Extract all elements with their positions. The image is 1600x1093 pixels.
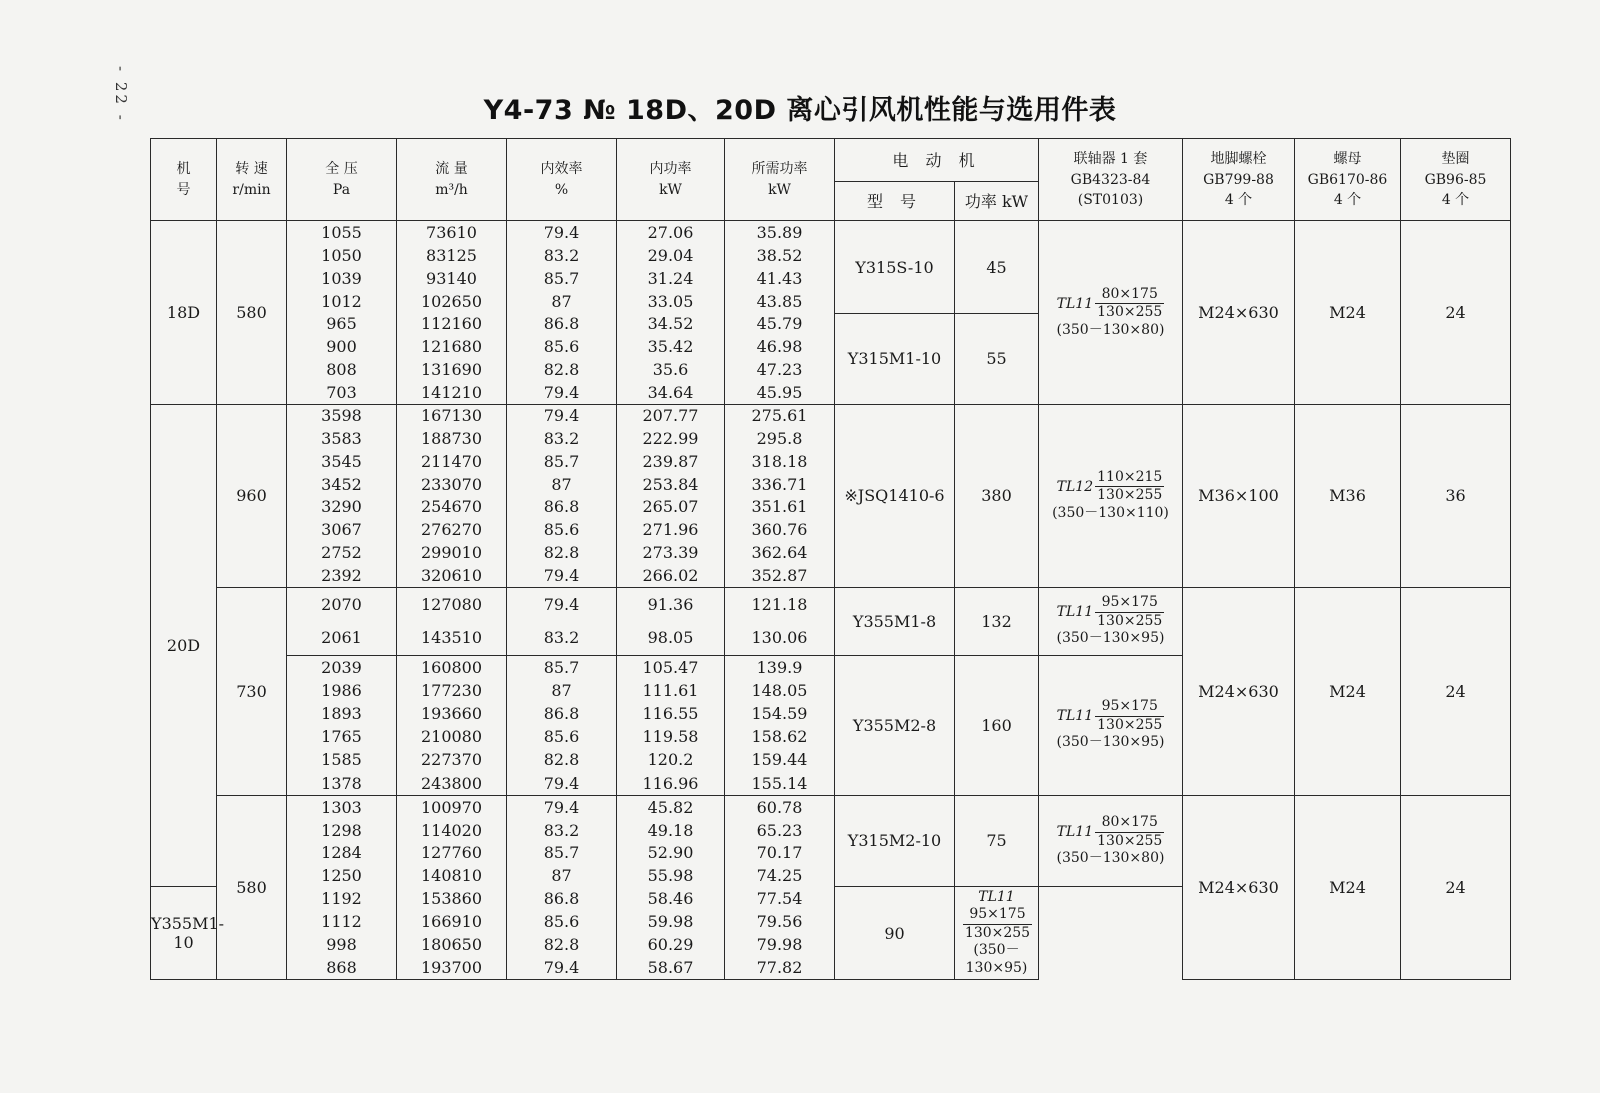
cell-value: 900	[326, 337, 357, 357]
motor-model-cell: Y355M1-10	[151, 887, 217, 980]
cell-value: 227370	[420, 750, 483, 770]
coupling-fraction	[1095, 286, 1164, 322]
motor-power-cell: 90	[835, 887, 955, 980]
cell-value: 177230	[420, 680, 483, 700]
cell-value: 82.8	[543, 750, 580, 770]
cell-value: 116.96	[642, 773, 699, 793]
cell-value: 116.55	[642, 704, 699, 724]
cell-value: 65.23	[756, 820, 803, 840]
power-cell	[617, 655, 725, 795]
coupling-fraction	[1095, 469, 1164, 505]
cell-value: 85.6	[543, 337, 580, 357]
cell-value: 87	[551, 866, 572, 886]
power-cell	[617, 404, 725, 587]
nut-cell: M36	[1295, 404, 1401, 587]
coupling-cell	[955, 887, 1039, 980]
cell-value: 100970	[420, 797, 483, 817]
cell-value: 141210	[420, 382, 483, 402]
pressure-cell	[287, 404, 397, 587]
cell-value: 1039	[321, 268, 362, 288]
cell-value: 79.4	[543, 406, 580, 426]
cell-value: 87	[551, 291, 572, 311]
cell-value: 1112	[321, 912, 362, 932]
flow-cell	[397, 404, 507, 587]
cell-value: 34.64	[647, 382, 694, 402]
required-power-cell	[725, 404, 835, 587]
cell-value: 352.87	[751, 565, 808, 585]
coupling-denominator: 130×255	[1097, 832, 1163, 849]
cell-value: 360.76	[751, 520, 808, 540]
table-row	[151, 795, 1511, 887]
cell-value: 2070	[321, 595, 362, 614]
cell-value: 127080	[420, 595, 483, 614]
cell-value: 155.14	[751, 773, 808, 793]
speed-cell: 960	[217, 404, 287, 587]
coupling-type: TL11	[978, 888, 1015, 905]
cell-value: 47.23	[756, 359, 803, 379]
cell-value: 87	[551, 474, 572, 494]
cell-value: 83.2	[543, 628, 580, 648]
cell-value: 73610	[426, 223, 477, 243]
header-pressure: 全 压 Pa	[287, 139, 397, 221]
coupling-type: TL12	[1056, 478, 1094, 495]
coupling-note: (350－130×95)	[965, 942, 1028, 976]
cell-value: 98.05	[647, 628, 694, 648]
washer-cell: 24	[1401, 587, 1511, 795]
cell-value: 52.90	[647, 843, 694, 863]
machine-cell: 18D	[151, 221, 217, 404]
cell-value: 79.98	[756, 935, 803, 955]
cell-value: 2039	[321, 657, 362, 677]
cell-value: 79.56	[756, 912, 803, 932]
washer-cell: 36	[1401, 404, 1511, 587]
motor-model-cell: Y315M2-10	[835, 795, 955, 887]
cell-value: 222.99	[642, 429, 699, 449]
bolt-cell: M36×100	[1183, 404, 1295, 587]
flow-cell	[397, 221, 507, 404]
cell-value: 49.18	[647, 820, 694, 840]
cell-value: 2752	[321, 543, 362, 563]
cell-value: 29.04	[647, 245, 694, 265]
cell-value: 1284	[321, 843, 362, 863]
flow-cell	[397, 655, 507, 795]
cell-value: 703	[326, 382, 357, 402]
cell-value: 271.96	[642, 520, 699, 540]
cell-value: 46.98	[756, 337, 803, 357]
cell-value: 127760	[420, 843, 483, 863]
cell-value: 87	[551, 680, 572, 700]
cell-value: 275.61	[751, 406, 808, 426]
coupling-denominator: 130×255	[964, 924, 1031, 941]
cell-value: 1986	[321, 680, 362, 700]
efficiency-cell	[507, 221, 617, 404]
cell-value: 188730	[420, 429, 483, 449]
cell-value: 148.05	[751, 680, 808, 700]
coupling-type: TL11	[1056, 604, 1094, 621]
cell-value: 35.42	[647, 337, 694, 357]
bolt-cell: M24×630	[1183, 795, 1295, 979]
cell-value: 86.8	[543, 889, 580, 909]
cell-value: 60.78	[756, 797, 803, 817]
coupling-note: (350－130×80)	[1056, 321, 1165, 338]
cell-value: 45.79	[756, 314, 803, 334]
cell-value: 273.39	[642, 543, 699, 563]
cell-value: 166910	[420, 912, 483, 932]
motor-model-cell: Y355M2-8	[835, 655, 955, 795]
bolt-cell: M24×630	[1183, 587, 1295, 795]
cell-value: 93140	[426, 268, 477, 288]
cell-value: 85.6	[543, 520, 580, 540]
speed-cell: 730	[217, 587, 287, 795]
cell-value: 83125	[426, 245, 477, 265]
cell-value: 1585	[321, 750, 362, 770]
cell-value: 105.47	[642, 657, 699, 677]
cell-value: 79.4	[543, 797, 580, 817]
motor-power-cell: 380	[955, 404, 1039, 587]
coupling-fraction	[1095, 698, 1164, 734]
cell-value: 91.36	[647, 595, 694, 614]
cell-value: 3452	[321, 474, 362, 494]
motor-model-cell: Y315S-10	[835, 221, 955, 314]
cell-value: 254670	[420, 497, 483, 517]
cell-value: 193700	[420, 957, 483, 977]
cell-value: 35.6	[652, 359, 689, 379]
cell-value: 82.8	[543, 543, 580, 563]
efficiency-cell	[507, 404, 617, 587]
cell-value: 1012	[321, 291, 362, 311]
coupling-type: TL11	[1056, 824, 1094, 841]
cell-value: 79.4	[543, 773, 580, 793]
cell-value: 85.7	[543, 657, 580, 677]
table-row	[151, 221, 1511, 314]
cell-value: 60.29	[647, 935, 694, 955]
coupling-denominator: 130×255	[1097, 612, 1163, 629]
cell-value: 85.7	[543, 451, 580, 471]
header-motor-model: 型 号	[835, 182, 955, 221]
coupling-numerator: 80×175	[1095, 814, 1164, 833]
motor-power-cell: 75	[955, 795, 1039, 887]
cell-value: 336.71	[751, 474, 808, 494]
pressure-cell	[287, 795, 397, 979]
header-coupling: 联轴器 1 套 GB4323-84 (ST0103)	[1039, 139, 1183, 221]
cell-value: 79.4	[543, 957, 580, 977]
power-cell	[617, 587, 725, 655]
header-row	[151, 139, 1511, 182]
header-flow: 流 量 m³/h	[397, 139, 507, 221]
cell-value: 808	[326, 359, 357, 379]
cell-value: 86.8	[543, 314, 580, 334]
cell-value: 121.18	[751, 595, 808, 614]
cell-value: 320610	[420, 565, 483, 585]
cell-value: 121680	[420, 337, 483, 357]
cell-value: 362.64	[751, 543, 808, 563]
motor-power-cell: 132	[955, 587, 1039, 655]
header-anchor-bolt: 地脚螺栓 GB799-88 4 个	[1183, 139, 1295, 221]
header-motor: 电 动 机	[835, 139, 1039, 182]
cell-value: 77.54	[756, 889, 803, 909]
cell-value: 1303	[321, 797, 362, 817]
cell-value: 86.8	[543, 704, 580, 724]
cell-value: 3290	[321, 497, 362, 517]
pressure-cell	[287, 587, 397, 655]
required-power-cell	[725, 221, 835, 404]
flow-cell	[397, 587, 507, 655]
required-power-cell	[725, 587, 835, 655]
coupling-note: (350－130×95)	[1056, 734, 1165, 751]
cell-value: 159.44	[751, 750, 808, 770]
cell-value: 114020	[420, 820, 483, 840]
cell-value: 1250	[321, 866, 362, 886]
cell-value: 2061	[321, 628, 362, 648]
cell-value: 295.8	[756, 429, 803, 449]
cell-value: 1893	[321, 704, 362, 724]
cell-value: 82.8	[543, 935, 580, 955]
cell-value: 85.6	[543, 727, 580, 747]
coupling-numerator: 80×175	[1095, 286, 1164, 305]
cell-value: 70.17	[756, 843, 803, 863]
cell-value: 1378	[321, 773, 362, 793]
motor-model-cell: Y355M1-8	[835, 587, 955, 655]
cell-value: 158.62	[751, 727, 808, 747]
pressure-cell	[287, 221, 397, 404]
cell-value: 85.6	[543, 912, 580, 932]
speed-cell: 580	[217, 221, 287, 404]
cell-value: 34.52	[647, 314, 694, 334]
cell-value: 1765	[321, 727, 362, 747]
cell-value: 299010	[420, 543, 483, 563]
cell-value: 27.06	[647, 223, 694, 243]
cell-value: 83.2	[543, 245, 580, 265]
table-row	[151, 404, 1511, 587]
cell-value: 45.82	[647, 797, 694, 817]
cell-value: 45.95	[756, 382, 803, 402]
coupling-note: (350－130×80)	[1056, 850, 1165, 867]
cell-value: 86.8	[543, 497, 580, 517]
motor-model-cell: Y315M1-10	[835, 313, 955, 404]
cell-value: 998	[326, 935, 357, 955]
cell-value: 1050	[321, 245, 362, 265]
cell-value: 31.24	[647, 268, 694, 288]
coupling-numerator: 95×175	[1095, 594, 1164, 613]
efficiency-cell	[507, 655, 617, 795]
washer-cell: 24	[1401, 795, 1511, 979]
cell-value: 77.82	[756, 957, 803, 977]
cell-value: 210080	[420, 727, 483, 747]
header-nut: 螺母 GB6170-86 4 个	[1295, 139, 1401, 221]
machine-cell: 20D	[151, 404, 217, 887]
coupling-cell	[1039, 221, 1183, 404]
cell-value: 85.7	[543, 268, 580, 288]
coupling-note: (350－130×95)	[1056, 630, 1165, 647]
cell-value: 868	[326, 957, 357, 977]
coupling-numerator: 110×215	[1095, 469, 1164, 488]
cell-value: 180650	[420, 935, 483, 955]
cell-value: 153860	[420, 889, 483, 909]
coupling-fraction	[963, 906, 1032, 942]
cell-value: 351.61	[751, 497, 808, 517]
cell-value: 193660	[420, 704, 483, 724]
motor-power-cell: 45	[955, 221, 1039, 314]
cell-value: 3598	[321, 406, 362, 426]
cell-value: 58.46	[647, 889, 694, 909]
cell-value: 265.07	[642, 497, 699, 517]
cell-value: 276270	[420, 520, 483, 540]
cell-value: 131690	[420, 359, 483, 379]
cell-value: 59.98	[647, 912, 694, 932]
flow-cell	[397, 795, 507, 979]
cell-value: 318.18	[751, 451, 808, 471]
cell-value: 965	[326, 314, 357, 334]
coupling-cell	[1039, 655, 1183, 795]
cell-value: 35.89	[756, 223, 803, 243]
cell-value: 83.2	[543, 820, 580, 840]
cell-value: 239.87	[642, 451, 699, 471]
cell-value: 33.05	[647, 291, 694, 311]
coupling-numerator: 95×175	[963, 906, 1032, 925]
cell-value: 85.7	[543, 843, 580, 863]
header-motor-power: 功率 kW	[955, 182, 1039, 221]
cell-value: 74.25	[756, 866, 803, 886]
required-power-cell	[725, 795, 835, 979]
nut-cell: M24	[1295, 587, 1401, 795]
pressure-cell	[287, 655, 397, 795]
cell-value: 79.4	[543, 223, 580, 243]
efficiency-cell	[507, 795, 617, 979]
cell-value: 119.58	[642, 727, 699, 747]
speed-cell: 580	[217, 795, 287, 979]
coupling-cell	[1039, 795, 1183, 887]
coupling-type: TL11	[1056, 295, 1094, 312]
cell-value: 3545	[321, 451, 362, 471]
coupling-fraction	[1095, 594, 1164, 630]
cell-value: 120.2	[647, 750, 694, 770]
efficiency-cell	[507, 587, 617, 655]
cell-value: 3067	[321, 520, 362, 540]
motor-power-cell: 160	[955, 655, 1039, 795]
cell-value: 58.67	[647, 957, 694, 977]
header-required-power: 所需功率 kW	[725, 139, 835, 221]
cell-value: 79.4	[543, 565, 580, 585]
cell-value: 233070	[420, 474, 483, 494]
coupling-fraction	[1095, 814, 1164, 850]
cell-value: 55.98	[647, 866, 694, 886]
cell-value: 82.8	[543, 359, 580, 379]
coupling-numerator: 95×175	[1095, 698, 1164, 717]
performance-table	[150, 138, 1511, 980]
cell-value: 79.4	[543, 595, 580, 614]
header-efficiency: 内效率 %	[507, 139, 617, 221]
power-cell	[617, 221, 725, 404]
cell-value: 139.9	[756, 657, 803, 677]
washer-cell: 24	[1401, 221, 1511, 404]
header-washer: 垫圈 GB96-85 4 个	[1401, 139, 1511, 221]
cell-value: 102650	[420, 291, 483, 311]
cell-value: 243800	[420, 773, 483, 793]
nut-cell: M24	[1295, 221, 1401, 404]
page-number: - 22 -	[112, 66, 130, 123]
cell-value: 143510	[420, 628, 483, 648]
required-power-cell	[725, 655, 835, 795]
cell-value: 266.02	[642, 565, 699, 585]
cell-value: 211470	[420, 451, 483, 471]
cell-value: 1298	[321, 820, 362, 840]
nut-cell: M24	[1295, 795, 1401, 979]
cell-value: 43.85	[756, 291, 803, 311]
motor-model-cell: ※JSQ1410-6	[835, 404, 955, 587]
header-speed: 转 速 r/min	[217, 139, 287, 221]
cell-value: 111.61	[642, 680, 699, 700]
coupling-type: TL11	[1056, 708, 1094, 725]
cell-value: 2392	[321, 565, 362, 585]
coupling-denominator: 130×255	[1097, 304, 1163, 321]
page-title: Y4-73 № 18D、20D 离心引风机性能与选用件表	[483, 95, 1117, 126]
bolt-cell: M24×630	[1183, 221, 1295, 404]
header-power: 内功率 kW	[617, 139, 725, 221]
motor-power-cell: 55	[955, 313, 1039, 404]
cell-value: 112160	[420, 314, 483, 334]
coupling-denominator: 130×255	[1097, 487, 1163, 504]
cell-value: 253.84	[642, 474, 699, 494]
table-row	[151, 587, 1511, 655]
cell-value: 1192	[321, 889, 362, 909]
cell-value: 130.06	[751, 628, 808, 648]
cell-value: 1055	[321, 223, 362, 243]
cell-value: 79.4	[543, 382, 580, 402]
cell-value: 154.59	[751, 704, 808, 724]
coupling-denominator: 130×255	[1097, 716, 1163, 733]
coupling-cell	[1039, 587, 1183, 655]
cell-value: 41.43	[756, 268, 803, 288]
cell-value: 83.2	[543, 429, 580, 449]
cell-value: 3583	[321, 429, 362, 449]
coupling-note: (350－130×110)	[1052, 504, 1169, 521]
cell-value: 167130	[420, 406, 483, 426]
header-machine: 机 号	[151, 139, 217, 221]
cell-value: 38.52	[756, 245, 803, 265]
cell-value: 160800	[420, 657, 483, 677]
cell-value: 207.77	[642, 406, 699, 426]
coupling-cell	[1039, 404, 1183, 587]
cell-value: 140810	[420, 866, 483, 886]
power-cell	[617, 795, 725, 979]
